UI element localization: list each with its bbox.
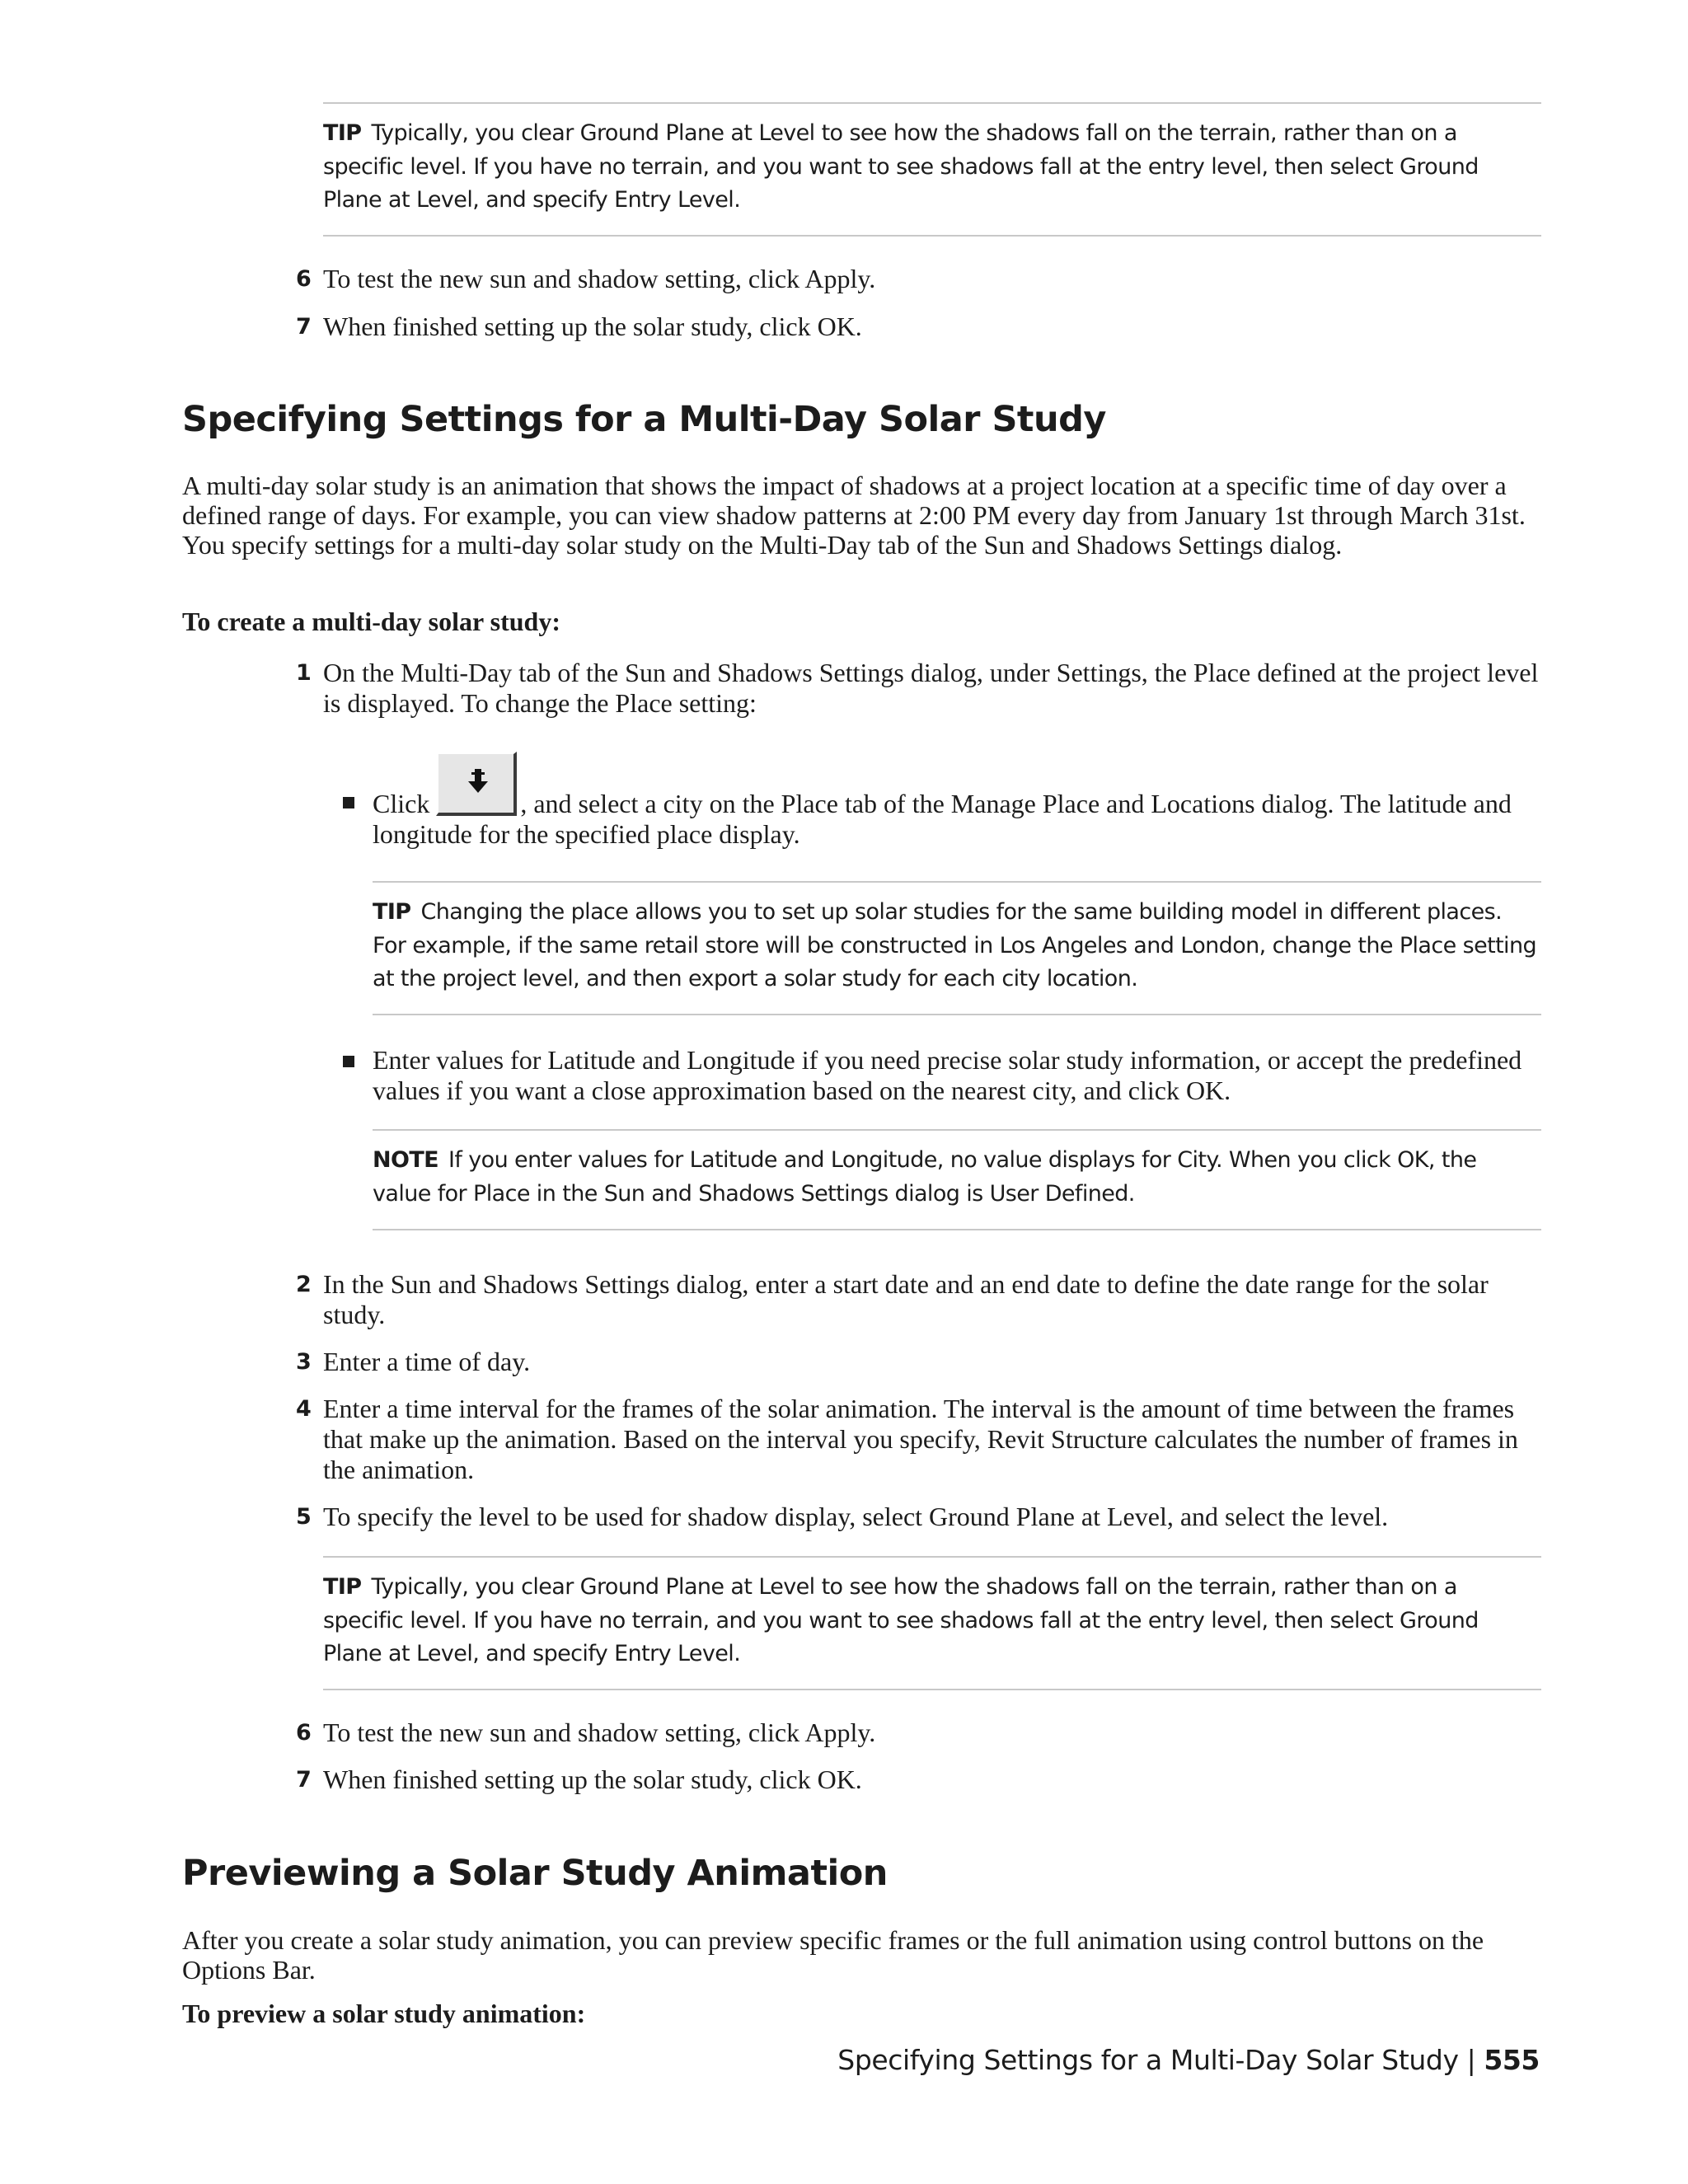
- section-intro: A multi-day solar study is an animation that shows the impact of shadows at a project location at a specific time of day over a defined range of days. For example, you can view shadow patterns at 2:00 PM every day from January 1st through March 31st. You specify settings for a multi-day solar study on the Multi-Day tab of the Sun and Shadows Settings dialog.: [182, 471, 1526, 560]
- bullet-item: [373, 1045, 1541, 1106]
- procedure-title: To preview a solar study animation:: [182, 1999, 586, 2028]
- tip-label: TIP: [323, 1574, 362, 1600]
- note-label: NOTE: [373, 1147, 439, 1173]
- bullet-text-before: Click: [373, 789, 430, 818]
- tip-label: TIP: [373, 899, 411, 925]
- page-number: 555: [1484, 2044, 1540, 2076]
- bullet-text: Enter values for Latitude and Longitude if you need precise solar study information, or accept the predefined values if you want a close approximation based on the nearest city, and click OK.: [373, 1045, 1522, 1105]
- step-item: [296, 1765, 1541, 1795]
- step-item: [296, 312, 1541, 342]
- page-footer: [837, 2044, 1540, 2076]
- tip-text: [373, 896, 1541, 996]
- procedure-title: To create a multi-day solar study:: [182, 607, 560, 636]
- bullet-marker: [343, 797, 354, 808]
- step-item: [296, 1394, 1541, 1485]
- step-text: To test the new sun and shadow setting, click Apply.: [323, 264, 876, 293]
- section-heading: Specifying Settings for a Multi-Day Solar Study: [182, 399, 1106, 440]
- step-number: 2: [296, 1272, 312, 1297]
- step-text: To test the new sun and shadow setting, click Apply.: [323, 1718, 876, 1747]
- step-number: 7: [296, 1767, 312, 1793]
- tip-body: Typically, you clear Ground Plane at Level to see how the shadows fall on the terrain, rather than on a specific level. If you have no terrain, and you want to see shadows fall at the entry level, then select Ground Plane at Level, and specify Entry Level.: [323, 120, 1479, 213]
- tip-text: [323, 1571, 1541, 1671]
- tip-body: Typically, you clear Ground Plane at Level to see how the shadows fall on the terrain, rather than on a specific level. If you have no terrain, and you want to see shadows fall at the entry level, then select Ground Plane at Level, and specify Entry Level.: [323, 1574, 1479, 1666]
- step-number: 5: [296, 1504, 312, 1530]
- tip-box: [373, 881, 1541, 1015]
- step-number: 1: [296, 660, 312, 686]
- step-number: 6: [296, 266, 312, 292]
- bullet-marker: [343, 1056, 354, 1067]
- step-number: 4: [296, 1396, 312, 1422]
- step-text: When finished setting up the solar study, click OK.: [323, 312, 862, 341]
- step-item: [296, 1269, 1541, 1330]
- step-number: 7: [296, 314, 312, 340]
- step-text: In the Sun and Shadows Settings dialog, enter a start date and an end date to define the date range for the solar study.: [323, 1269, 1489, 1329]
- note-body: If you enter values for Latitude and Longitude, no value displays for City. When you click OK, the value for Place in the Sun and Shadows Settings dialog is User Defined.: [373, 1147, 1477, 1207]
- tip-text: [323, 117, 1541, 218]
- tip-body: Changing the place allows you to set up solar studies for the same building model in different places. For example, if the same retail store will be constructed in Los Angeles and London, change the Place setting at the project level, and then export a solar study for each city location.: [373, 899, 1537, 991]
- step-text: When finished setting up the solar study, click OK.: [323, 1765, 862, 1794]
- step-item: [296, 1347, 1541, 1377]
- footer-title: Specifying Settings for a Multi-Day Solar Study: [837, 2044, 1459, 2076]
- step-item: [296, 264, 1541, 294]
- step-item: [296, 1718, 1541, 1748]
- note-text: [373, 1144, 1541, 1211]
- tip-box: [323, 1556, 1541, 1690]
- step-text: Enter a time interval for the frames of the solar animation. The interval is the amount of time between the frames that make up the animation. Based on the interval you specify, Revit Structure calculates the number of frames in the animation.: [323, 1394, 1518, 1484]
- bullet-item: [373, 752, 1541, 850]
- section-intro: After you create a solar study animation, you can preview specific frames or the full animation using control buttons on the Options Bar.: [182, 1925, 1484, 1985]
- step-item: [296, 658, 1541, 719]
- tip-box: [323, 102, 1541, 237]
- footer-separator: |: [1466, 2044, 1476, 2076]
- step-item: [296, 1502, 1541, 1532]
- bullet-text-after: , and select a city on the Place tab of the Manage Place and Locations dialog. The latitude and longitude for the specified place display.: [373, 789, 1512, 849]
- place-select-button[interactable]: [436, 752, 517, 816]
- section-heading: Previewing a Solar Study Animation: [182, 1853, 888, 1894]
- note-box: [373, 1129, 1541, 1230]
- tip-label: TIP: [323, 120, 362, 146]
- step-text: To specify the level to be used for shadow display, select Ground Plane at Level, and select the level.: [323, 1502, 1389, 1531]
- step-text: On the Multi-Day tab of the Sun and Shadows Settings dialog, under Settings, the Place defined at the project level is displayed. To change the Place setting:: [323, 658, 1539, 718]
- step-number: 6: [296, 1720, 312, 1746]
- down-arrow-icon: [468, 769, 488, 794]
- step-text: Enter a time of day.: [323, 1347, 531, 1376]
- step-number: 3: [296, 1349, 312, 1375]
